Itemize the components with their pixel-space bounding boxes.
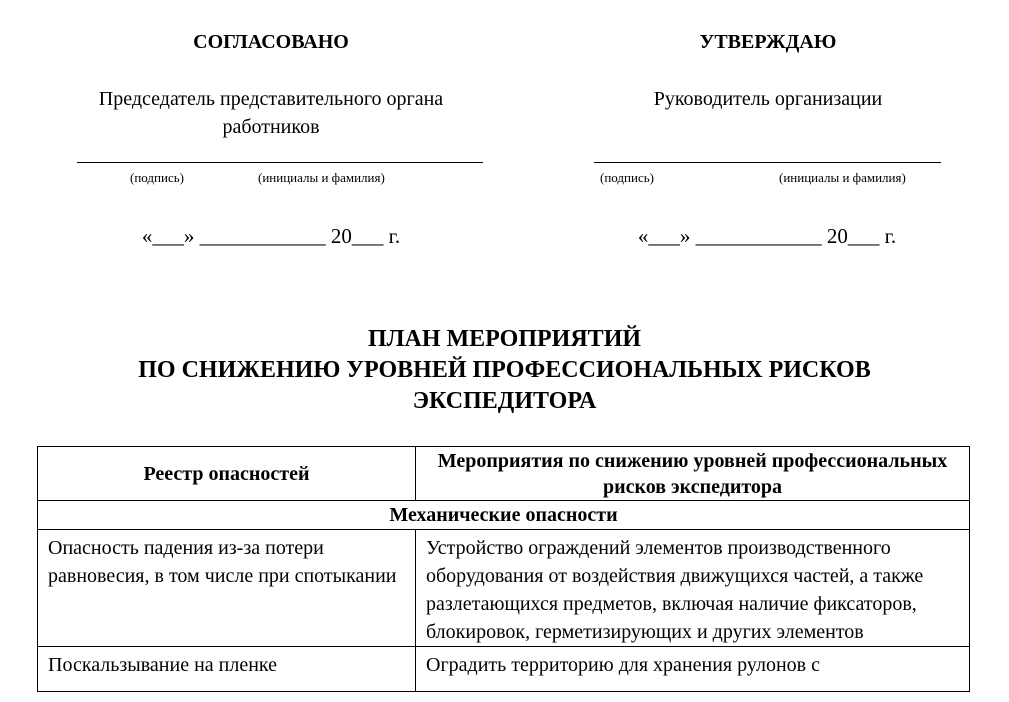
table-section-mechanical: Механические опасности — [38, 501, 970, 530]
approval-right-title: УТВЕРЖДАЮ — [699, 31, 837, 53]
document-title-line-2: ПО СНИЖЕНИЮ УРОВНЕЙ ПРОФЕССИОНАЛЬНЫХ РИСКОВ — [138, 357, 871, 383]
document-title-line-1: ПЛАН МЕРОПРИЯТИЙ — [367, 326, 642, 352]
approval-left-caption-name: (инициалы и фамилия) — [258, 170, 385, 185]
table-cell-hazard: Опасность падения из-за потери равновесия, в том числе при спотыкании — [38, 530, 416, 647]
approval-right-date: «___» ____________ 20___ г. — [637, 224, 897, 248]
table-row — [38, 647, 970, 692]
approval-right-caption-sign: (подпись) — [600, 170, 654, 185]
table-header-measures: Мероприятия по снижению уровней профессиональных рисков экспедитора — [416, 447, 970, 501]
document-title — [0, 324, 1009, 417]
approval-left-caption-sign: (подпись) — [130, 170, 184, 185]
approval-left-signature-line — [77, 162, 483, 163]
approval-right-role: Руководитель организации — [653, 88, 883, 110]
table-section-row — [38, 501, 970, 530]
table-cell-measure: Оградить территорию для хранения рулонов с — [416, 647, 970, 692]
table-header-hazards: Реестр опасностей — [38, 447, 416, 501]
approval-left-date: «___» ____________ 20___ г. — [141, 224, 401, 248]
table-cell-hazard: Поскальзывание на пленке — [38, 647, 416, 692]
document-title-line-3: ЭКСПЕДИТОРА — [412, 388, 597, 414]
approval-right-caption-name: (инициалы и фамилия) — [779, 170, 906, 185]
table-cell-measure: Устройство ограждений элементов производственного оборудования от воздействия движущихся частей, а также разлетающихся предметов, включая наличие фиксаторов, блокировок, герметизирующих и других элементов — [416, 530, 970, 647]
table-header-row — [38, 447, 970, 501]
approval-left-role: Председатель представительного органа работников — [98, 88, 444, 138]
approval-left-title: СОГЛАСОВАНО — [193, 31, 349, 53]
approval-right-signature-line — [594, 162, 941, 163]
table-row — [38, 530, 970, 647]
hazard-measures-table — [37, 446, 970, 692]
